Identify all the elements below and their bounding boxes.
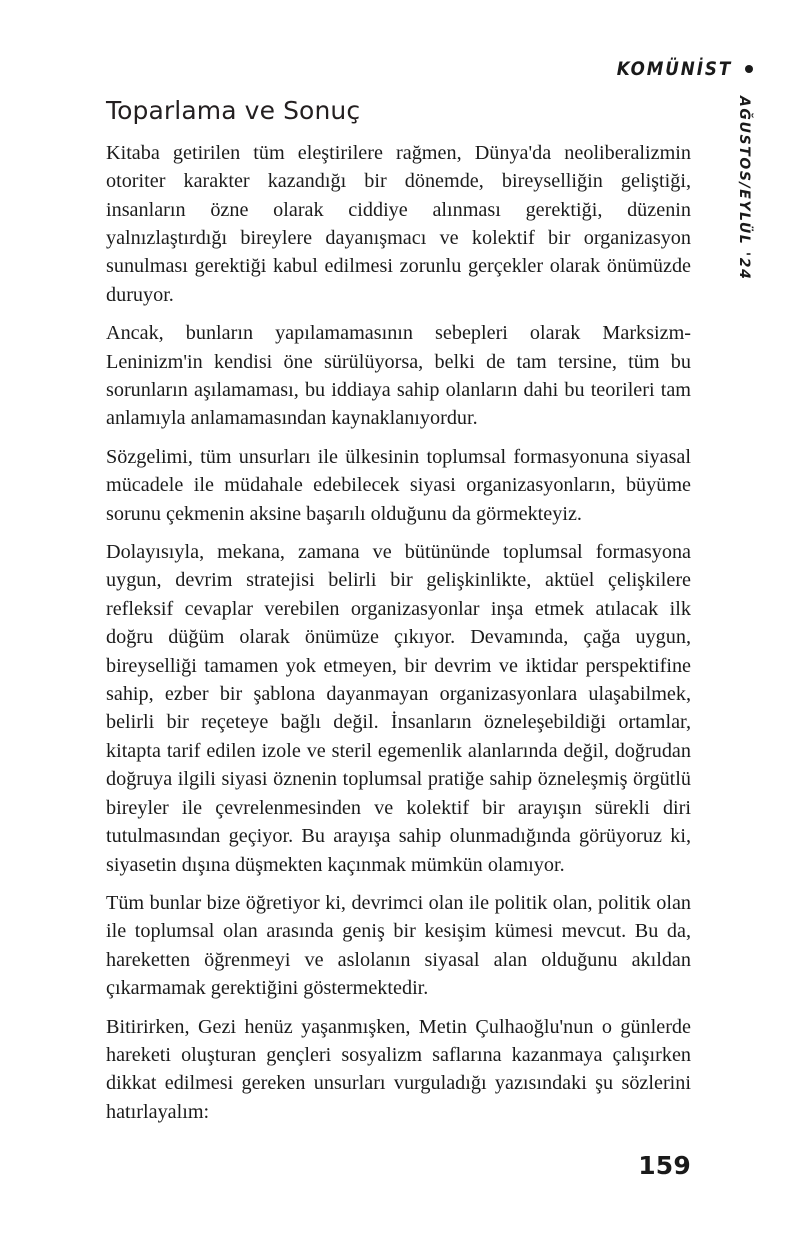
body-paragraph: Bitirirken, Gezi henüz yaşanmışken, Metin Çulhaoğlu'nun o günlerde hareketi oluşturan gençleri sosyalizm saflarına kazanmaya çalışırken dikkat edilmesi gereken unsurları vurguladığı yazısındaki şu sözlerini hatırlayalım: [106, 1015, 691, 1123]
bullet-dot-icon [745, 65, 753, 73]
body-paragraph: Dolayısıyla, mekana, zamana ve bütününde toplumsal formasyona uygun, devrim stratejisi belirli bir gelişkinlikte, aktüel çelişkilere refleksif cevaplar verebilen organizasyonlar inşa etmek atılacak ilk doğru düğüm olarak önümüze çıkıyor. Devamında, çağa uygun, bireyselliği tamamen yok etmeyen, bir devrim ve iktidar perspektifine sahip, ezber bir şablona dayanmayan organizasyonlara ulaşabilmek, belirli bir reçeteye bağlı değil. İnsanların özneleşebildiği ortamlar, kitapta tarif edilen izole ve steril egemenlik alanlarında değil, doğrudan doğruya ilgili siyasi öznenin toplumsal pratiğe sahip özneleşmiş örgütlü bireyler ile çevrelenmesinden ve kolektif bir arayışın sürekli diri tutulmasından geçiyor. Bu arayışa sahip olunmadığında görüyoruz ki, siyasetin dışına düşmekten kaçınmak mümkün olamıyor. [106, 541, 691, 876]
issue-marker [731, 96, 757, 306]
body-paragraph: Sözgelimi, tüm unsurları ile ülkesinin toplumsal formasyonuna siyasal mücadele ile müdahale edebilecek siyasi organizasyonların, büyüme sorunu çekmenin aksine başarılı olduğunu da görmekteyiz. [106, 445, 691, 525]
running-head [601, 55, 753, 83]
body-paragraph: Tüm bunlar bize öğretiyor ki, devrimci olan ile politik olan, politik olan ile toplumsal olan arasında geniş bir kesişim kümesi mevcut. Bu da, hareketten öğrenmeyi ve aslolanın siyasal alan olduğunu akıldan çıkarmamak gerektiğini göstermektedir. [106, 891, 691, 1000]
body-paragraph: Ancak, bunların yapılamamasının sebepleri olarak Marksizm-Leninizm'in kendisi öne sürülüyorsa, belki de tam tersine, tüm bu sorunların aşılamaması, bu iddiaya sahip olanların dahi bu teorileri tam anlamıyla anlamamasından kaynaklanıyordur. [106, 322, 691, 430]
text-column [106, 97, 691, 1126]
running-head-title: KOMÜNİST [616, 57, 732, 80]
issue-marker-label: AĞUSTOS/EYLÜL '24 [736, 96, 752, 281]
section-heading: Toparlama ve Sonuç [106, 96, 361, 125]
body-paragraph: Kitaba getirilen tüm eleştirilere rağmen, Dünya'da neoliberalizmin otoriter karakter kazandığı bir dönemde, bireyselliğin geliştiği, insanların özne olarak ciddiye alınması gerektiği, düzenin yalnızlaştırdığı bireylere dayanışmacı ve kolektif bir organizasyon sunulması gerektiği kabul edilmesi zorunlu gerçekler olarak önümüzde duruyor. [106, 141, 691, 306]
page-number: 159 [638, 1151, 691, 1180]
